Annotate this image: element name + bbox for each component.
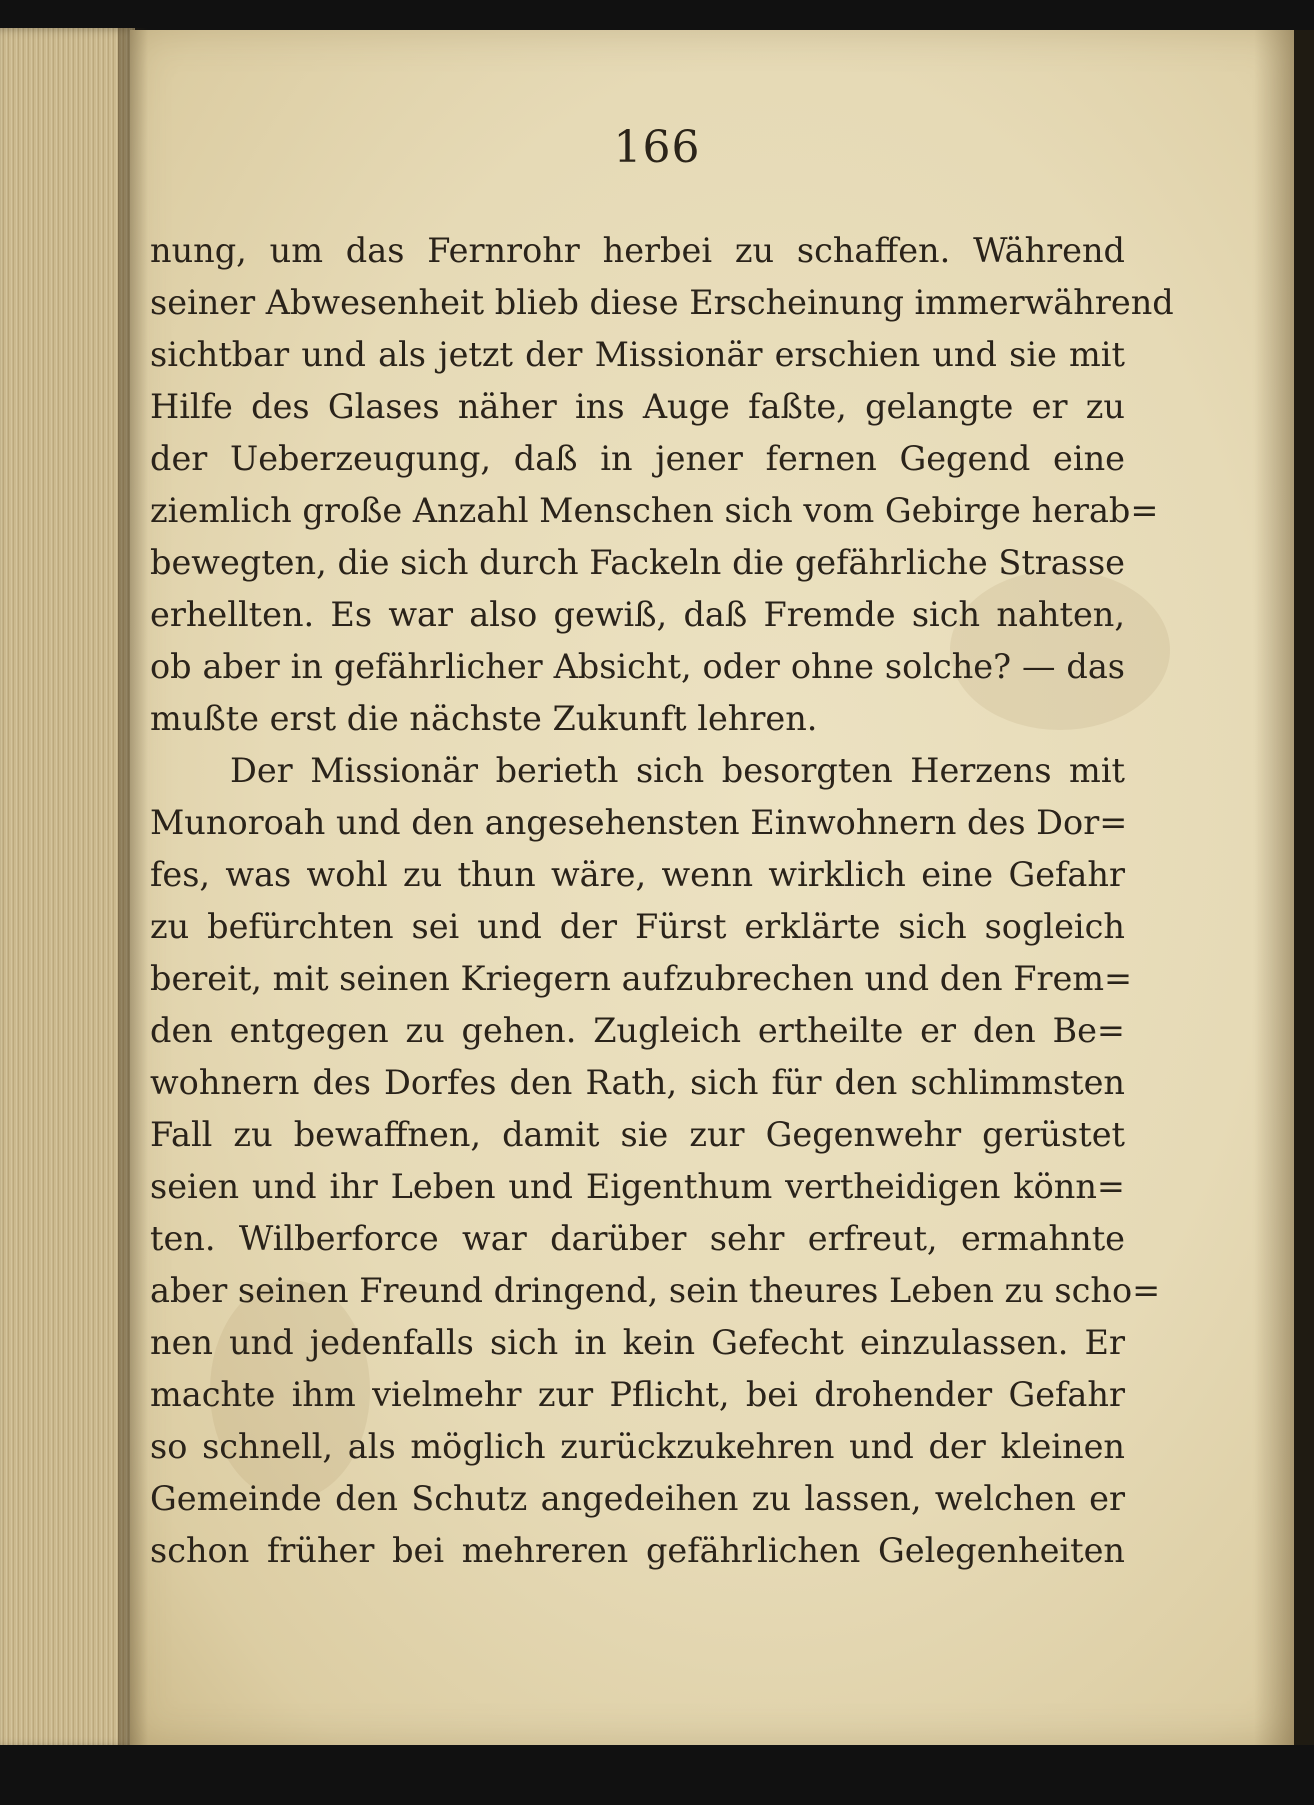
text-line: erhellten. Es war also gewiß, daß Fremde sich nahten, [150,595,1125,634]
body-text [150,225,1174,1577]
page-number: 166 [613,122,701,173]
text-line: fes, was wohl zu thun wäre, wenn wirklich eine Gefahr [150,855,1125,894]
scan-border-bottom [0,1745,1314,1805]
text-line: Der Missionär berieth sich besorgten Herzens mit [230,751,1125,790]
text-line: aber seinen Freund dringend, sein theures Leben zu scho= [150,1271,1161,1310]
text-line: nung, um das Fernrohr herbei zu schaffen. Während [150,231,1125,270]
text-line: zu befürchten sei und der Fürst erklärte sich sogleich [150,907,1125,946]
text-line: so schnell, als möglich zurückzukehren und der kleinen [150,1427,1125,1466]
text-line: Fall zu bewaffnen, damit sie zur Gegenwehr gerüstet [150,1115,1125,1154]
spine-shadow [118,28,148,1748]
text-line: wohnern des Dorfes den Rath, sich für den schlimmsten [150,1063,1125,1102]
text-line: Munoroah und den angesehensten Einwohnern des Dor= [150,803,1128,842]
text-line: bewegten, die sich durch Fackeln die gefährliche Strasse [150,543,1125,582]
text-line: den entgegen zu gehen. Zugleich ertheilte er den Be= [150,1011,1125,1050]
text-line: sichtbar und als jetzt der Missionär erschien und sie mit [150,335,1125,374]
text-line: machte ihm vielmehr zur Pflicht, bei drohender Gefahr [150,1375,1125,1414]
text-line: ob aber in gefährlicher Absicht, oder ohne solche? — das [150,647,1125,686]
paragraph-2 [150,745,1161,1577]
text-line: nen und jedenfalls sich in kein Gefecht einzulassen. Er [150,1323,1125,1362]
text-line: seiner Abwesenheit blieb diese Erscheinung immerwährend [150,283,1174,322]
text-line: der Ueberzeugung, daß in jener fernen Gegend eine [150,439,1125,478]
text-line: ten. Wilberforce war darüber sehr erfreut, ermahnte [150,1219,1125,1258]
text-line: Hilfe des Glases näher ins Auge faßte, gelangte er zu [150,387,1125,426]
text-line: ziemlich große Anzahl Menschen sich vom Gebirge herab= [150,491,1159,530]
text-line: Gemeinde den Schutz angedeihen zu lassen, welchen er [150,1479,1125,1518]
text-line: bereit, mit seinen Kriegern aufzubrechen und den Frem= [150,959,1133,998]
text-line: seien und ihr Leben und Eigenthum vertheidigen könn= [150,1167,1125,1206]
paragraph-1 [150,225,1174,745]
scan-border-top [0,0,1314,30]
page-edges [0,28,135,1748]
text-line: mußte erst die nächste Zukunft lehren. [150,699,818,738]
text-line: schon früher bei mehreren gefährlichen Gelegenheiten [150,1531,1125,1570]
